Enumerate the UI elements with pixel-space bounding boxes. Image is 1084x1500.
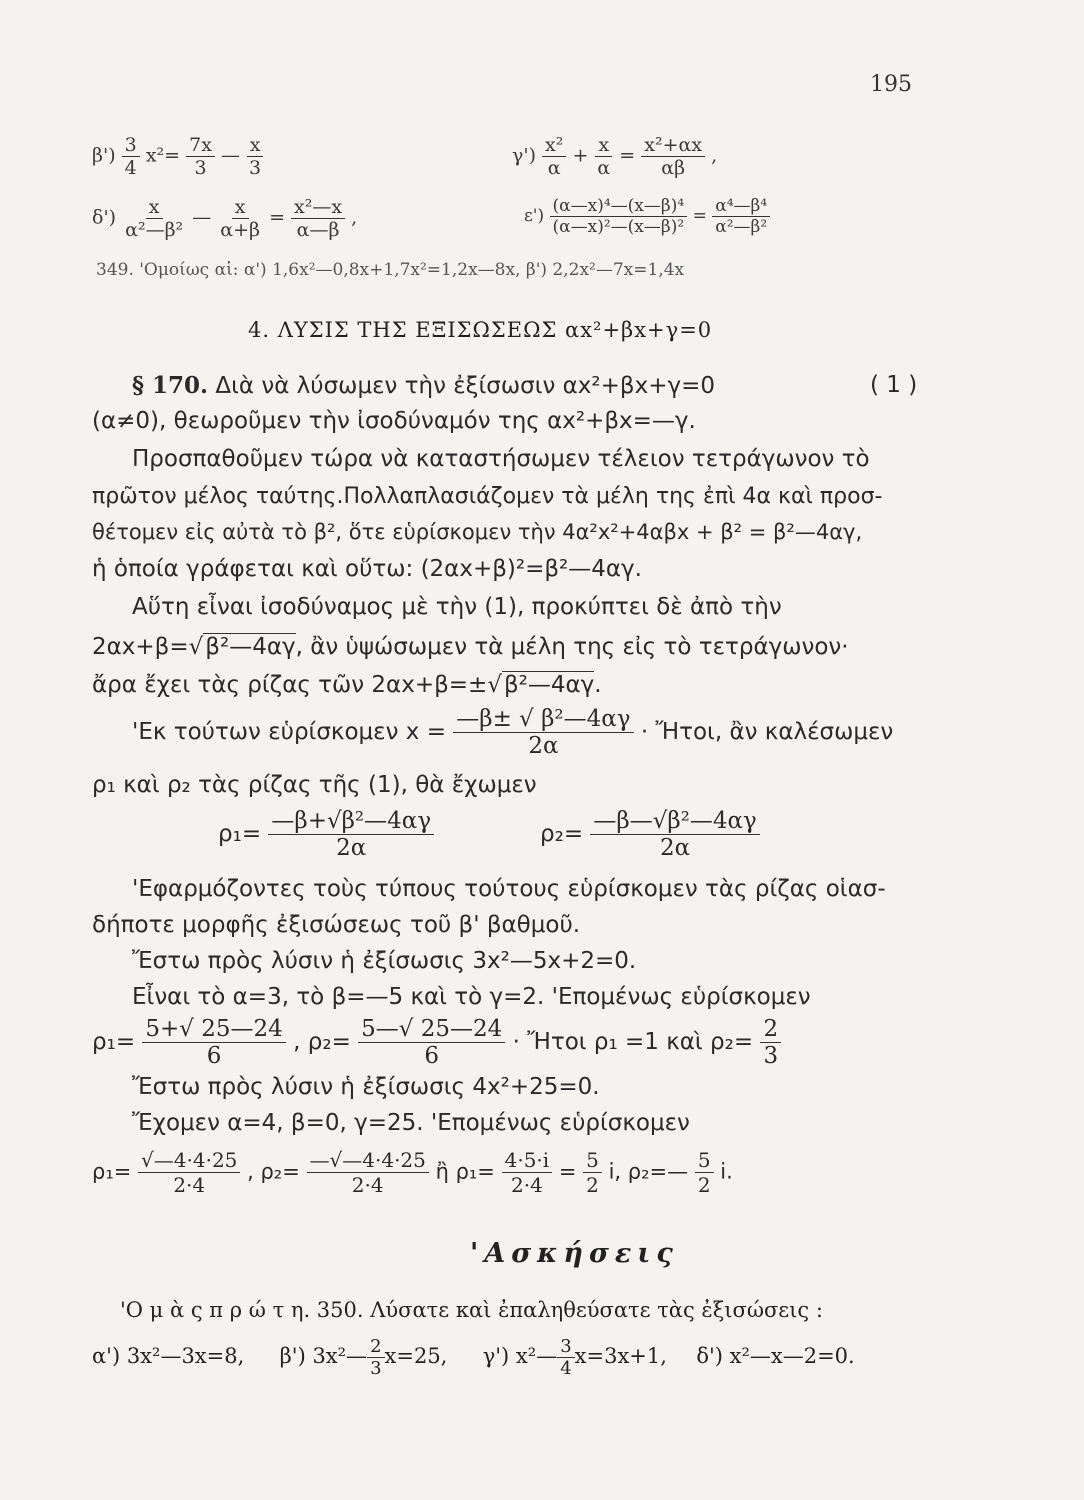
- para-line-6: ἡ ὁποία γράφεται καὶ οὕτω: (2αx+β)²=β²—4αγ.: [92, 556, 642, 582]
- exercise-group-350: 'Ο μ ὰ ς π ρ ώ τ η. 350. Λύσατε καὶ ἐπαληθεύσατε τὰς ἐξισώσεις :: [120, 1298, 823, 1322]
- numerator: 5: [695, 1148, 714, 1173]
- para-line-16: Ἔστω πρὸς λύσιν ἡ ἐξίσωσις 4x²+25=0.: [132, 1074, 600, 1100]
- text: ρ₁=: [92, 1029, 136, 1055]
- denominator: 2·4: [173, 1173, 206, 1197]
- text: ρ₁=: [92, 1159, 132, 1184]
- exercise-beta: [92, 134, 264, 179]
- equation-d: δ') x²—x—2=0.: [696, 1344, 855, 1368]
- denominator: 3: [249, 157, 262, 179]
- denominator: 6: [206, 1043, 222, 1069]
- fraction: [594, 134, 613, 179]
- denominator: 6: [424, 1043, 440, 1069]
- exercise-delta: [92, 196, 357, 241]
- denominator: 4: [124, 157, 137, 179]
- fraction: [291, 196, 345, 241]
- para-line-10: [132, 706, 893, 759]
- numerator: 2: [760, 1016, 781, 1043]
- numerator: 5—√ 25—24: [358, 1016, 505, 1043]
- fraction: [217, 196, 263, 241]
- label: ε'): [524, 206, 545, 226]
- denominator: α: [597, 157, 611, 179]
- radical-sign: √: [188, 634, 204, 660]
- fraction: [186, 134, 215, 179]
- para-line-2: (α≠0), θεωροῦμεν τὴν ἰσοδύναμόν της αx²+βx=—γ.: [92, 408, 696, 434]
- operator: =: [619, 144, 636, 167]
- numerator: x²—x: [291, 196, 345, 219]
- denominator: 2: [586, 1173, 599, 1197]
- denominator: (α—x)²—(x—β)²: [552, 217, 685, 237]
- denominator: 2·4: [351, 1173, 384, 1197]
- para-line-11: ρ₁ καὶ ρ₂ τὰς ρίζας τῆς (1), θὰ ἔχωμεν: [92, 772, 537, 798]
- text: x=3x+1,: [574, 1344, 667, 1368]
- exercise-gamma: [512, 134, 717, 179]
- root-formula-2: [540, 808, 760, 861]
- text: .: [594, 672, 602, 698]
- numerator: 2: [367, 1336, 384, 1358]
- fraction: [358, 1016, 505, 1069]
- para-line-14: Ἔστω πρὸς λύσιν ἡ ἐξίσωσις 3x²—5x+2=0.: [132, 948, 637, 974]
- numerator: 5+√ 25—24: [142, 1016, 285, 1043]
- para-line-13: δήποτε μορφῆς ἐξισώσεως τοῦ β' βαθμοῦ.: [92, 912, 581, 938]
- para-line-8: [92, 634, 849, 660]
- fraction: [122, 196, 186, 241]
- denominator: α+β: [220, 219, 261, 241]
- para-line-3: Προσπαθοῦμεν τώρα νὰ καταστήσωμεν τέλειον τετράγωνον τὸ: [132, 446, 870, 472]
- fraction: [246, 134, 264, 179]
- denominator: αβ: [661, 157, 686, 179]
- numerator: —β+√β²—4αγ: [268, 808, 434, 835]
- denominator: 4: [560, 1358, 572, 1379]
- fraction: [641, 134, 705, 179]
- operator: —: [220, 144, 240, 167]
- numerator: 4·5·i: [502, 1148, 553, 1173]
- fraction: [590, 808, 759, 861]
- fraction: [367, 1336, 384, 1379]
- numerator: —√—4·4·25: [307, 1148, 429, 1173]
- denominator: α²—β²: [125, 219, 184, 241]
- text: · Ἤτοι ρ₁ =1 καὶ ρ₂=: [512, 1029, 754, 1055]
- para-line-1: [132, 372, 715, 399]
- label: δ'): [92, 206, 117, 229]
- fraction: [760, 1016, 781, 1069]
- fraction: [542, 134, 566, 179]
- text: ἄρα ἔχει τὰς ρίζας τῶν 2αx+β=±: [92, 672, 488, 698]
- text: Διὰ νὰ λύσωμεν τὴν ἐξίσωσιν αx²+βx+γ=0: [215, 373, 715, 399]
- example-2-roots: [92, 1148, 733, 1197]
- fraction: [583, 1148, 602, 1197]
- denominator: 2: [697, 1173, 711, 1197]
- numerator: —β—√β²—4αγ: [590, 808, 759, 835]
- fraction: [268, 808, 434, 861]
- punctuation: ,: [293, 1029, 301, 1055]
- punctuation: ,: [711, 144, 718, 167]
- fraction: [712, 196, 770, 237]
- punctuation: ,: [351, 206, 358, 229]
- denominator: 2α: [336, 835, 367, 861]
- denominator: 3: [763, 1043, 779, 1069]
- term: x²=: [145, 144, 181, 167]
- denominator: 2α: [660, 835, 691, 861]
- section-heading: 4. ΛΥΣΙΣ ΤΗΣ ΕΞΙΣΩΣΕΩΣ αx²+βx+γ=0: [248, 318, 713, 342]
- exercise-epsilon: [524, 196, 770, 237]
- text: i,: [608, 1159, 622, 1184]
- numerator: x: [247, 134, 264, 157]
- numerator: x: [595, 134, 612, 157]
- operator: —: [192, 206, 212, 229]
- text: ρ₂=—: [627, 1159, 689, 1184]
- example-1-roots: [92, 1016, 781, 1069]
- exercise-350-equations: [92, 1336, 855, 1379]
- numerator: (α—x)⁴—(x—β)⁴: [550, 196, 688, 217]
- text: x=25,: [384, 1344, 448, 1368]
- denominator: α: [547, 157, 561, 179]
- numerator: —β± √ β²—4αγ: [453, 706, 633, 733]
- text: γ') x²—: [482, 1344, 558, 1368]
- para-line-5: θέτομεν εἰς αὐτὰ τὸ β², ὅτε εὑρίσκομεν τὴν 4α²x²+4αβx + β² = β²—4αγ,: [92, 520, 863, 544]
- equation-tag: ( 1 ): [870, 372, 918, 398]
- numerator: x: [146, 196, 163, 219]
- numerator: 3: [557, 1336, 574, 1358]
- numerator: 3: [122, 134, 140, 157]
- fraction: [557, 1336, 574, 1379]
- operator: =: [558, 1159, 577, 1184]
- equation-a: α') 3x²—3x=8,: [92, 1344, 245, 1368]
- text: ρ₁=: [218, 821, 262, 847]
- para-line-12: 'Εφαρμόζοντες τοὺς τύπους τούτους εὑρίσκομεν τὰς ρίζας οἱασ-: [132, 876, 886, 902]
- text: ρ₂=: [260, 1159, 300, 1184]
- denominator: 3: [370, 1358, 382, 1379]
- exercise-349: 349. 'Ομοίως αἱ: α') 1,6x²—0,8x+1,7x²=1,2x—8x, β') 2,2x²—7x=1,4x: [96, 260, 685, 280]
- numerator: x: [232, 196, 249, 219]
- fraction: [142, 1016, 285, 1069]
- denominator: 2·4: [510, 1173, 543, 1197]
- para-line-17: Ἔχομεν α=4, β=0, γ=25. 'Επομένως εὑρίσκομεν: [132, 1110, 690, 1136]
- operator: =: [269, 206, 285, 229]
- fraction: [122, 134, 140, 179]
- root-formula-1: [218, 808, 434, 861]
- text: ρ₁=: [455, 1159, 495, 1184]
- page-number: 195: [870, 72, 912, 97]
- radicand: β²—4αγ: [205, 634, 296, 660]
- fraction: [307, 1148, 429, 1197]
- numerator: √—4·4·25: [138, 1148, 240, 1173]
- operator: =: [692, 206, 707, 226]
- denominator: α—β: [296, 219, 340, 241]
- fraction: [550, 196, 688, 237]
- denominator: 2α: [528, 733, 559, 759]
- numerator: 7x: [186, 134, 215, 157]
- label: β'): [92, 144, 116, 167]
- para-line-4: πρῶτον μέλος ταύτης.Πολλαπλασιάζομεν τὰ μέλη της ἐπὶ 4α καὶ προσ-: [92, 484, 883, 509]
- para-line-7: Αὕτη εἶναι ἰσοδύναμος μὲ τὴν (1), προκύπτει δὲ ἀπὸ τὴν: [132, 594, 782, 620]
- text: 2αx+β=: [92, 634, 189, 660]
- section-number: § 170.: [132, 372, 209, 399]
- fraction: [695, 1148, 714, 1197]
- text: β') 3x²—: [279, 1344, 368, 1368]
- para-line-15: Εἶναι τὸ α=3, τὸ β=—5 καὶ τὸ γ=2. 'Επομένως εὑρίσκομεν: [132, 984, 811, 1010]
- numerator: x²+αx: [641, 134, 705, 157]
- numerator: x²: [542, 134, 566, 157]
- radical-sign: √: [487, 672, 502, 698]
- denominator: α²—β²: [715, 217, 768, 237]
- numerator: α⁴—β⁴: [712, 196, 770, 217]
- text: ἢ: [435, 1159, 449, 1184]
- text: , ἂν ὑψώσωμεν τὰ μέλη της εἰς τὸ τετράγωνον·: [295, 634, 849, 660]
- fraction: [502, 1148, 553, 1197]
- exercises-title: 'Ασκήσεις: [470, 1238, 679, 1269]
- radicand: β²—4αγ: [503, 672, 595, 698]
- operator: +: [572, 144, 589, 167]
- text: · Ἤτοι, ἂν καλέσωμεν: [640, 719, 894, 745]
- text: ρ₂=: [307, 1029, 351, 1055]
- denominator: 3: [194, 157, 207, 179]
- punctuation: ,: [247, 1159, 254, 1184]
- text: 'Εκ τούτων εὑρίσκομεν x =: [132, 719, 446, 745]
- numerator: 5: [583, 1148, 602, 1173]
- fraction: [453, 706, 633, 759]
- fraction: [138, 1148, 240, 1197]
- text: ρ₂=: [540, 821, 584, 847]
- para-line-9: [92, 672, 602, 698]
- label: γ'): [512, 144, 536, 167]
- text: i.: [720, 1159, 733, 1184]
